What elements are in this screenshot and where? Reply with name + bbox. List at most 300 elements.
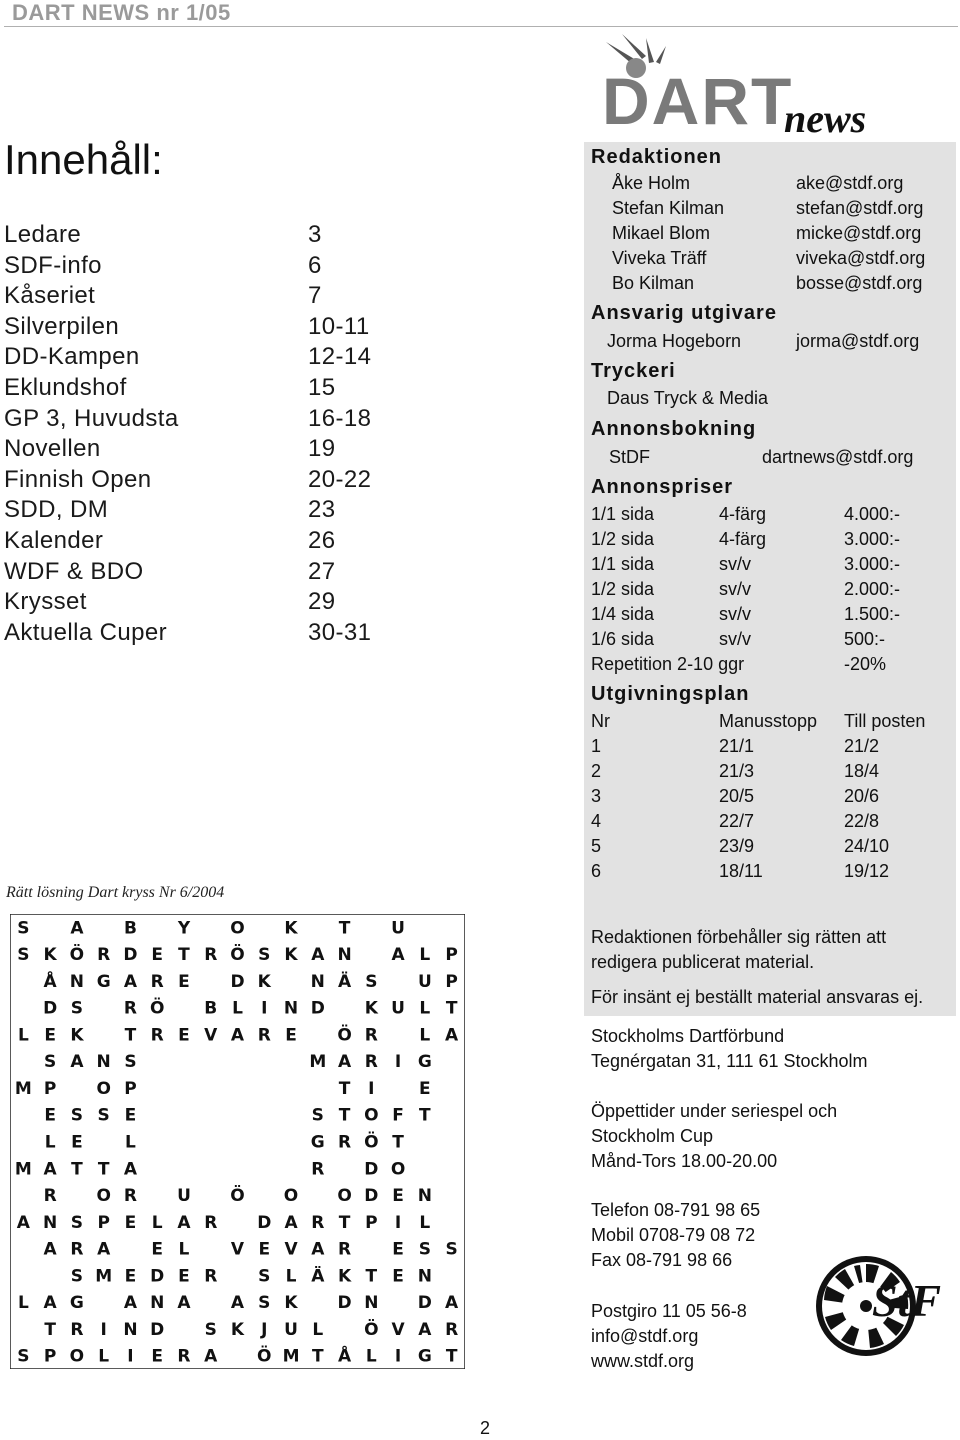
crossword-letter: B bbox=[123, 918, 137, 939]
crossword-letter: O bbox=[390, 1159, 406, 1180]
crossword-letter: E bbox=[392, 1186, 404, 1207]
toc-item-label: SDF-info bbox=[4, 252, 102, 279]
price-color: sv/v bbox=[719, 604, 752, 624]
price-value: 500:- bbox=[844, 629, 886, 649]
crossword-letter: D bbox=[364, 1186, 379, 1207]
logo-news-text: news bbox=[784, 96, 867, 141]
member-name: Mikael Blom bbox=[612, 223, 711, 243]
crossword-letter: E bbox=[392, 1266, 404, 1287]
crossword-letter: N bbox=[337, 945, 352, 966]
crossword-letter: S bbox=[258, 945, 271, 966]
crossword-letter: R bbox=[150, 971, 164, 992]
crossword-letter: E bbox=[124, 1266, 137, 1287]
crossword-letter: D bbox=[257, 1212, 272, 1233]
crossword-letter: L bbox=[125, 1132, 136, 1153]
logo-dart-text: DART bbox=[602, 64, 794, 138]
schedule-manus: 20/5 bbox=[719, 786, 755, 806]
crossword-letter: N bbox=[150, 1293, 165, 1314]
crossword-letter: I bbox=[127, 1346, 134, 1367]
crossword-letter: R bbox=[364, 1052, 378, 1073]
crossword-letter: A bbox=[43, 1159, 57, 1180]
crossword-letter: T bbox=[419, 1105, 431, 1126]
crossword-letter: S bbox=[17, 1346, 30, 1367]
crossword-letter: R bbox=[70, 1239, 84, 1260]
price-value: 3.000:- bbox=[844, 529, 901, 549]
crossword-letter: U bbox=[284, 1319, 298, 1340]
crossword-letter: L bbox=[419, 1025, 431, 1046]
contact-hours: Stockholm Cup bbox=[591, 1126, 714, 1146]
toc-item bbox=[4, 619, 404, 649]
price-value: 4.000:- bbox=[844, 504, 901, 524]
crossword-letter: N bbox=[123, 1319, 138, 1340]
crossword-letter: A bbox=[284, 1212, 298, 1233]
toc-item bbox=[4, 252, 404, 282]
toc-item-page: 10-11 bbox=[308, 313, 370, 340]
utgivningsplan-heading: Utgivningsplan bbox=[591, 683, 750, 705]
crossword-letter: Ö bbox=[149, 998, 165, 1019]
toc-item-page: 26 bbox=[308, 527, 336, 554]
crossword-letter: S bbox=[204, 1319, 217, 1340]
crossword-letter: V bbox=[230, 1239, 245, 1260]
crossword-letter: O bbox=[96, 1186, 111, 1207]
contact-org: Stockholms Dartförbund bbox=[591, 1026, 785, 1046]
crossword-letter: T bbox=[338, 1078, 351, 1099]
member-email: stefan@stdf.org bbox=[796, 198, 924, 218]
crossword-letter: E bbox=[392, 1239, 404, 1260]
crossword-letter: A bbox=[418, 1319, 432, 1340]
stdf-dartboard-logo bbox=[814, 1238, 954, 1360]
crossword-letter: J bbox=[261, 1319, 268, 1340]
member-email: bosse@stdf.org bbox=[796, 273, 923, 293]
crossword-letter: E bbox=[258, 1239, 271, 1260]
crossword-letter: S bbox=[365, 971, 378, 992]
crossword-letter: S bbox=[418, 1239, 431, 1260]
crossword-letter: S bbox=[17, 945, 30, 966]
schedule-manus: 23/9 bbox=[719, 836, 755, 856]
member-email: viveka@stdf.org bbox=[796, 248, 926, 268]
crossword-letter: S bbox=[124, 1052, 137, 1073]
crossword-letter: R bbox=[257, 1025, 271, 1046]
schedule-posten: 18/4 bbox=[844, 761, 880, 781]
magazine-issue-header: DART NEWS nr 1/05 bbox=[12, 0, 231, 25]
toc-item-page: 30-31 bbox=[308, 619, 372, 646]
crossword-letter: T bbox=[338, 1105, 351, 1126]
crossword-letter: E bbox=[151, 1239, 164, 1260]
crossword-letter: D bbox=[337, 1293, 352, 1314]
toc-item bbox=[4, 374, 404, 404]
crossword-letter: G bbox=[417, 1052, 432, 1073]
crossword-letter: L bbox=[17, 1293, 29, 1314]
crossword-letter: L bbox=[44, 1132, 56, 1153]
crossword-letter: R bbox=[123, 1186, 137, 1207]
crossword-letter: D bbox=[43, 998, 58, 1019]
crossword-letter: A bbox=[177, 1212, 191, 1233]
crossword-letter: A bbox=[311, 1239, 325, 1260]
crossword-letter: T bbox=[178, 945, 190, 966]
toc-item-label: WDF & BDO bbox=[4, 558, 144, 585]
schedule-nr: 4 bbox=[591, 811, 602, 831]
crossword-letter: R bbox=[311, 1159, 325, 1180]
crossword-letter: Y bbox=[177, 918, 191, 939]
schedule-posten: 21/2 bbox=[844, 736, 880, 756]
crossword-letter: E bbox=[44, 1105, 56, 1126]
crossword-caption: Rätt lösning Dart kryss Nr 6/2004 bbox=[6, 884, 225, 901]
crossword-letter: V bbox=[391, 1319, 405, 1340]
crossword-letter: A bbox=[43, 1239, 57, 1260]
ansvarig-heading: Ansvarig utgivare bbox=[591, 302, 777, 324]
schedule-nr: 2 bbox=[591, 761, 602, 781]
price-size: 1/1 sida bbox=[591, 554, 655, 574]
crossword-letter: U bbox=[391, 918, 405, 939]
crossword-letter: Ä bbox=[337, 971, 352, 992]
toc-title: Innehåll: bbox=[4, 136, 163, 183]
crossword-letter: A bbox=[230, 1293, 245, 1314]
crossword-letter: Ö bbox=[69, 945, 85, 966]
crossword-letter: V bbox=[284, 1239, 298, 1260]
ansvarig-name: Jorma Hogeborn bbox=[607, 331, 742, 351]
crossword-letter: I bbox=[394, 1212, 402, 1233]
price-color: 4-färg bbox=[719, 529, 767, 549]
crossword-letter: I bbox=[394, 1346, 402, 1367]
disclaimer-line: Redaktionen förbehåller sig rätten att bbox=[591, 927, 887, 947]
price-color: 4-färg bbox=[719, 504, 767, 524]
schedule-manus: 21/3 bbox=[719, 761, 755, 781]
crossword-letter: P bbox=[365, 1212, 378, 1233]
member-name: Åke Holm bbox=[612, 173, 691, 193]
crossword-letter: T bbox=[445, 1346, 458, 1367]
schedule-posten: 19/12 bbox=[844, 861, 890, 881]
crossword-letter: E bbox=[124, 1105, 137, 1126]
crossword-letter: Ä bbox=[311, 1266, 325, 1287]
crossword-letter: R bbox=[311, 1212, 325, 1233]
crossword-letter: T bbox=[311, 1346, 324, 1367]
crossword-letter: P bbox=[43, 1078, 57, 1099]
toc-item-page: 6 bbox=[308, 252, 322, 279]
crossword-letter: Å bbox=[43, 971, 57, 992]
crossword-letter: P bbox=[445, 945, 458, 966]
crossword-letter: G bbox=[96, 971, 111, 992]
schedule-manus: 18/11 bbox=[719, 861, 763, 881]
crossword-letter: A bbox=[204, 1346, 218, 1367]
crossword-solution-grid bbox=[10, 914, 465, 1369]
crossword-letter: A bbox=[123, 1159, 138, 1180]
crossword-letter: I bbox=[368, 1078, 375, 1099]
crossword-letter: A bbox=[43, 1293, 57, 1314]
crossword-letter: R bbox=[123, 998, 137, 1019]
disclaimer-line: För insänt ej beställt material ansvaras ej. bbox=[591, 987, 924, 1007]
toc-item bbox=[4, 527, 404, 557]
crossword-letter: T bbox=[445, 998, 458, 1019]
crossword-letter: P bbox=[97, 1212, 110, 1233]
crossword-letter: T bbox=[338, 918, 351, 939]
crossword-letter: S bbox=[258, 1293, 271, 1314]
toc-item-page: 29 bbox=[308, 588, 336, 615]
crossword-letter: R bbox=[97, 945, 111, 966]
crossword-letter: D bbox=[230, 971, 245, 992]
price-color: sv/v bbox=[719, 629, 752, 649]
crossword-letter: S bbox=[70, 1266, 84, 1287]
crossword-letter: D bbox=[417, 1293, 432, 1314]
toc-item bbox=[4, 435, 404, 465]
crossword-letter: R bbox=[43, 1186, 57, 1207]
editorial-info-panel bbox=[584, 142, 956, 1016]
crossword-letter: Ö bbox=[364, 1132, 379, 1153]
price-value: 3.000:- bbox=[844, 554, 901, 574]
crossword-letter: A bbox=[230, 1025, 245, 1046]
crossword-letter: S bbox=[311, 1105, 324, 1126]
toc-item bbox=[4, 221, 404, 251]
crossword-letter: T bbox=[124, 1025, 137, 1046]
crossword-letter: I bbox=[394, 1052, 402, 1073]
crossword-letter: R bbox=[70, 1319, 84, 1340]
crossword-letter: A bbox=[445, 1293, 459, 1314]
crossword-letter: I bbox=[100, 1319, 107, 1340]
schedule-nr: 6 bbox=[591, 861, 602, 881]
schedule-nr: 5 bbox=[591, 836, 602, 856]
crossword-letter: S bbox=[70, 998, 84, 1019]
crossword-letter: V bbox=[204, 1025, 218, 1046]
schedule-posten: 22/8 bbox=[844, 811, 880, 831]
crossword-letter: T bbox=[392, 1132, 404, 1153]
contact-hours: Månd-Tors 18.00-20.00 bbox=[591, 1151, 778, 1171]
crossword-letter: M bbox=[14, 1078, 32, 1099]
toc-item bbox=[4, 282, 404, 312]
crossword-letter: G bbox=[417, 1346, 432, 1367]
crossword-letter: N bbox=[417, 1186, 432, 1207]
toc-item-label: Ledare bbox=[4, 221, 82, 248]
crossword-letter: O bbox=[337, 1186, 352, 1207]
schedule-col-nr: Nr bbox=[591, 711, 610, 731]
member-email: micke@stdf.org bbox=[796, 223, 922, 243]
crossword-letter: R bbox=[338, 1132, 352, 1153]
contact-hours: Öppettider under seriespel och bbox=[591, 1101, 838, 1121]
toc-item bbox=[4, 558, 404, 588]
crossword-letter: A bbox=[123, 971, 138, 992]
toc-item-label: Finnish Open bbox=[4, 466, 152, 493]
crossword-letter: K bbox=[230, 1319, 245, 1340]
member-name: Bo Kilman bbox=[612, 273, 695, 293]
crossword-letter: L bbox=[178, 1239, 190, 1260]
crossword-letter: N bbox=[417, 1266, 432, 1287]
crossword-letter: T bbox=[71, 1159, 83, 1180]
dart-news-logo-graphic bbox=[596, 32, 906, 142]
crossword-letter: L bbox=[285, 1266, 297, 1287]
crossword-letter: Å bbox=[337, 1346, 352, 1367]
crossword-letter: M bbox=[14, 1159, 32, 1180]
crossword-letter: O bbox=[364, 1105, 379, 1126]
crossword-letter: T bbox=[365, 1266, 378, 1287]
schedule-manus: 21/1 bbox=[719, 736, 755, 756]
crossword-letter: A bbox=[70, 1052, 84, 1073]
crossword-letter: S bbox=[97, 1105, 110, 1126]
crossword-letter: R bbox=[204, 945, 218, 966]
crossword-letter: K bbox=[284, 1293, 298, 1314]
annonsbokning-email: dartnews@stdf.org bbox=[762, 447, 914, 467]
schedule-posten: 20/6 bbox=[844, 786, 880, 806]
annonsbokning-heading: Annonsbokning bbox=[591, 418, 757, 440]
crossword-letter: E bbox=[178, 1266, 190, 1287]
crossword-letter: B bbox=[204, 998, 218, 1019]
schedule-col-posten: Till posten bbox=[844, 711, 926, 731]
crossword-letter: L bbox=[365, 1346, 377, 1367]
crossword-letter: D bbox=[123, 945, 138, 966]
toc-item-label: SDD, DM bbox=[4, 496, 109, 523]
crossword-letter: K bbox=[70, 1025, 84, 1046]
crossword-letter: E bbox=[419, 1078, 431, 1099]
crossword-letter: D bbox=[150, 1266, 165, 1287]
crossword-letter: Ö bbox=[257, 1346, 272, 1367]
crossword-letter: L bbox=[98, 1346, 110, 1367]
crossword-letter: O bbox=[230, 918, 245, 939]
price-size: 1/2 sida bbox=[591, 529, 655, 549]
ansvarig-email: jorma@stdf.org bbox=[796, 331, 920, 351]
crossword-letter: L bbox=[232, 998, 243, 1019]
toc-item-page: 3 bbox=[308, 221, 322, 248]
toc-item-label: Kåseriet bbox=[4, 282, 96, 309]
schedule-nr: 1 bbox=[591, 736, 602, 756]
crossword-grid-graphic bbox=[10, 914, 465, 1369]
crossword-letter: R bbox=[338, 1239, 352, 1260]
contact-address: Tegnérgatan 31, 111 61 Stockholm bbox=[591, 1051, 868, 1071]
annonsbokning-name: StDF bbox=[609, 447, 651, 467]
member-email: ake@stdf.org bbox=[796, 173, 904, 193]
toc-item-page: 15 bbox=[308, 374, 336, 401]
crossword-letter: A bbox=[445, 1025, 459, 1046]
toc-item-label: Silverpilen bbox=[4, 313, 120, 340]
crossword-letter: U bbox=[417, 971, 432, 992]
schedule-posten: 24/10 bbox=[844, 836, 890, 856]
crossword-letter: R bbox=[177, 1346, 191, 1367]
crossword-letter: K bbox=[43, 945, 57, 966]
crossword-letter: A bbox=[391, 945, 405, 966]
crossword-letter: A bbox=[70, 918, 84, 939]
crossword-letter: M bbox=[95, 1266, 113, 1287]
crossword-letter: Ö bbox=[337, 1025, 352, 1046]
crossword-letter: E bbox=[285, 1025, 297, 1046]
crossword-letter: F bbox=[392, 1105, 404, 1126]
toc-item bbox=[4, 496, 404, 526]
toc-item-page: 12-14 bbox=[308, 343, 372, 370]
crossword-letter: M bbox=[309, 1052, 327, 1073]
crossword-letter: Ö bbox=[364, 1319, 379, 1340]
crossword-letter: A bbox=[311, 945, 325, 966]
toc-item bbox=[4, 343, 404, 373]
crossword-letter: S bbox=[44, 1052, 57, 1073]
redaktionen-heading: Redaktionen bbox=[591, 146, 723, 168]
toc-item-page: 7 bbox=[308, 282, 322, 309]
crossword-letter: L bbox=[312, 1319, 324, 1340]
toc-item-label: Kalender bbox=[4, 527, 104, 554]
crossword-letter: N bbox=[43, 1212, 58, 1233]
header-divider bbox=[4, 26, 958, 27]
price-size: 1/1 sida bbox=[591, 504, 655, 524]
crossword-letter: L bbox=[419, 945, 431, 966]
crossword-letter: S bbox=[445, 1239, 458, 1260]
crossword-letter: T bbox=[338, 1212, 351, 1233]
crossword-letter: K bbox=[257, 971, 271, 992]
annonspriser-heading: Annonspriser bbox=[591, 476, 734, 498]
crossword-letter: R bbox=[204, 1266, 218, 1287]
crossword-letter: R bbox=[204, 1212, 218, 1233]
crossword-letter: O bbox=[96, 1078, 111, 1099]
crossword-letter: E bbox=[178, 971, 190, 992]
crossword-letter: K bbox=[284, 918, 298, 939]
crossword-letter: O bbox=[69, 1346, 85, 1367]
crossword-letter: I bbox=[261, 998, 268, 1019]
crossword-letter: K bbox=[337, 1266, 352, 1287]
toc-item bbox=[4, 466, 404, 496]
crossword-letter: E bbox=[124, 1212, 137, 1233]
toc-item-label: Novellen bbox=[4, 435, 101, 462]
crossword-letter: G bbox=[69, 1293, 84, 1314]
toc-item-page: 20-22 bbox=[308, 466, 372, 493]
crossword-letter: K bbox=[284, 945, 298, 966]
disclaimer-line: redigera publicerat material. bbox=[591, 952, 815, 972]
crossword-letter: N bbox=[69, 971, 85, 992]
crossword-letter: N bbox=[364, 1293, 379, 1314]
crossword-letter: A bbox=[177, 1293, 191, 1314]
crossword-letter: R bbox=[364, 1025, 378, 1046]
crossword-letter: A bbox=[337, 1052, 352, 1073]
crossword-letter: P bbox=[445, 971, 458, 992]
toc-item-page: 16-18 bbox=[308, 405, 372, 432]
contact-phone: Telefon 08-791 98 65 bbox=[591, 1200, 761, 1220]
toc-item bbox=[4, 405, 404, 435]
crossword-letter: A bbox=[123, 1293, 138, 1314]
crossword-letter: E bbox=[44, 1025, 56, 1046]
crossword-letter: Ö bbox=[230, 945, 245, 966]
contact-postgiro: Postgiro 11 05 56-8 bbox=[591, 1301, 747, 1321]
crossword-letter: D bbox=[364, 1159, 379, 1180]
toc-item-label: Aktuella Cuper bbox=[4, 619, 168, 646]
price-color: sv/v bbox=[719, 554, 752, 574]
member-name: Viveka Träff bbox=[612, 248, 707, 268]
crossword-letter: E bbox=[151, 1346, 164, 1367]
stdf-logo-text: StF bbox=[872, 1275, 942, 1326]
contact-email: info@stdf.org bbox=[591, 1326, 699, 1346]
crossword-letter: T bbox=[44, 1319, 56, 1340]
crossword-letter: E bbox=[71, 1132, 83, 1153]
schedule-nr: 3 bbox=[591, 786, 602, 806]
tryckeri-name: Daus Tryck & Media bbox=[607, 388, 769, 408]
price-size: 1/4 sida bbox=[591, 604, 655, 624]
crossword-letter: G bbox=[310, 1132, 325, 1153]
contact-mobile: Mobil 0708-79 08 72 bbox=[591, 1225, 756, 1245]
schedule-manus: 22/7 bbox=[719, 811, 755, 831]
toc-item-label: Krysset bbox=[4, 588, 87, 615]
crossword-letter: D bbox=[310, 998, 325, 1019]
crossword-letter: A bbox=[16, 1212, 30, 1233]
tryckeri-heading: Tryckeri bbox=[591, 360, 676, 382]
crossword-letter: M bbox=[282, 1346, 300, 1367]
crossword-letter: L bbox=[151, 1212, 163, 1233]
contact-fax: Fax 08-791 98 66 bbox=[591, 1250, 733, 1270]
contact-website: www.stdf.org bbox=[591, 1351, 695, 1371]
price-color: sv/v bbox=[719, 579, 752, 599]
crossword-letter: N bbox=[310, 971, 325, 992]
crossword-letter: L bbox=[419, 998, 431, 1019]
crossword-letter: R bbox=[150, 1025, 164, 1046]
price-value: 1.500:- bbox=[844, 604, 901, 624]
schedule-col-manus: Manusstopp bbox=[719, 711, 818, 731]
toc-item-page: 27 bbox=[308, 558, 336, 585]
dart-news-logo bbox=[596, 32, 906, 142]
crossword-letter: S bbox=[17, 918, 30, 939]
crossword-letter: L bbox=[17, 1025, 29, 1046]
crossword-letter: N bbox=[283, 998, 299, 1019]
crossword-letter: Ö bbox=[230, 1186, 245, 1207]
crossword-letter: U bbox=[391, 998, 405, 1019]
